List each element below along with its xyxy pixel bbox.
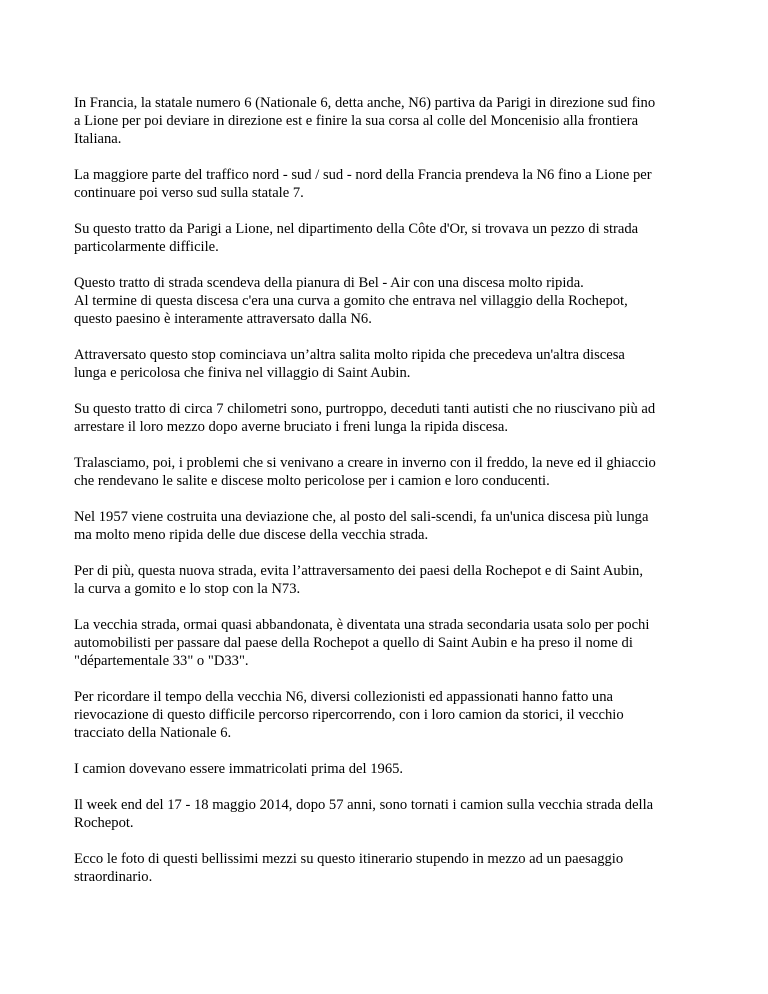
text-line: "départementale 33" o "D33". — [74, 653, 249, 669]
text-line: a Lione per poi deviare in direzione est e finire la sua corsa al colle del Moncenisio alla frontiera — [74, 113, 639, 129]
text-line: la curva a gomito e lo stop con la N73. — [74, 581, 301, 597]
text-line: Italiana. — [74, 131, 122, 147]
text-line: Questo tratto di strada scendeva della pianura di Bel - Air con una discesa molto ripida. — [74, 275, 584, 291]
paragraph-13 — [74, 796, 724, 832]
paragraph-12 — [74, 760, 724, 778]
text-line: Per di più, questa nuova strada, evita l’attraversamento dei paesi della Rochepot e di Saint Aubin, — [74, 563, 643, 579]
text-line: La maggiore parte del traffico nord - sud / sud - nord della Francia prendeva la N6 fino a Lione per — [74, 167, 652, 183]
text-line: Rochepot. — [74, 815, 134, 831]
paragraph-11 — [74, 688, 724, 742]
paragraph-8 — [74, 508, 724, 544]
paragraph-9 — [74, 562, 724, 598]
paragraph-2 — [74, 166, 724, 202]
text-line: tracciato della Nationale 6. — [74, 725, 232, 741]
paragraph-4 — [74, 274, 724, 328]
text-line: Attraversato questo stop cominciava un’altra salita molto ripida che precedeva un'altra discesa — [74, 347, 625, 363]
text-line: che rendevano le salite e discese molto pericolose per i camion e loro conducenti. — [74, 473, 550, 489]
text-line: Tralasciamo, poi, i problemi che si venivano a creare in inverno con il freddo, la neve ed il ghiaccio — [74, 455, 656, 471]
text-line: I camion dovevano essere immatricolati prima del 1965. — [74, 761, 404, 777]
paragraph-7 — [74, 454, 724, 490]
text-line: Ecco le foto di questi bellissimi mezzi su questo itinerario stupendo in mezzo ad un paesaggio — [74, 851, 624, 867]
text-line: Su questo tratto di circa 7 chilometri sono, purtroppo, deceduti tanti autisti che no riuscivano più ad — [74, 401, 656, 417]
paragraph-1 — [74, 94, 724, 148]
text-line: Per ricordare il tempo della vecchia N6, diversi collezionisti ed appassionati hanno fatto una — [74, 689, 613, 705]
text-line: straordinario. — [74, 869, 153, 885]
paragraph-5 — [74, 346, 724, 382]
text-line: arrestare il loro mezzo dopo averne bruciato i freni lunga la ripida discesa. — [74, 419, 508, 435]
text-line: Nel 1957 viene costruita una deviazione che, al posto del sali-scendi, fa un'unica discesa più lunga — [74, 509, 649, 525]
text-line: ma molto meno ripida delle due discese della vecchia strada. — [74, 527, 429, 543]
text-line: In Francia, la statale numero 6 (Nationale 6, detta anche, N6) partiva da Parigi in direzione sud fino — [74, 95, 656, 111]
text-line: lunga e pericolosa che finiva nel villaggio di Saint Aubin. — [74, 365, 411, 381]
text-line: Al termine di questa discesa c'era una curva a gomito che entrava nel villaggio della Rochepot, — [74, 293, 628, 309]
text-line: La vecchia strada, ormai quasi abbandonata, è diventata una strada secondaria usata solo per pochi — [74, 617, 650, 633]
text-line: continuare poi verso sud sulla statale 7. — [74, 185, 304, 201]
text-line: particolarmente difficile. — [74, 239, 219, 255]
paragraph-14 — [74, 850, 724, 886]
text-line: rievocazione di questo difficile percorso ripercorrendo, con i loro camion da storici, il vecchio — [74, 707, 624, 723]
paragraph-6 — [74, 400, 724, 436]
paragraph-3 — [74, 220, 724, 256]
document-body — [74, 94, 724, 904]
text-line: automobilisti per passare dal paese della Rochepot a quello di Saint Aubin e ha preso il nome di — [74, 635, 633, 651]
text-line: Il week end del 17 - 18 maggio 2014, dopo 57 anni, sono tornati i camion sulla vecchia strada della — [74, 797, 654, 813]
paragraph-10 — [74, 616, 724, 670]
text-line: questo paesino è interamente attraversato dalla N6. — [74, 311, 372, 327]
text-line: Su questo tratto da Parigi a Lione, nel dipartimento della Côte d'Or, si trovava un pezzo di strada — [74, 221, 639, 237]
